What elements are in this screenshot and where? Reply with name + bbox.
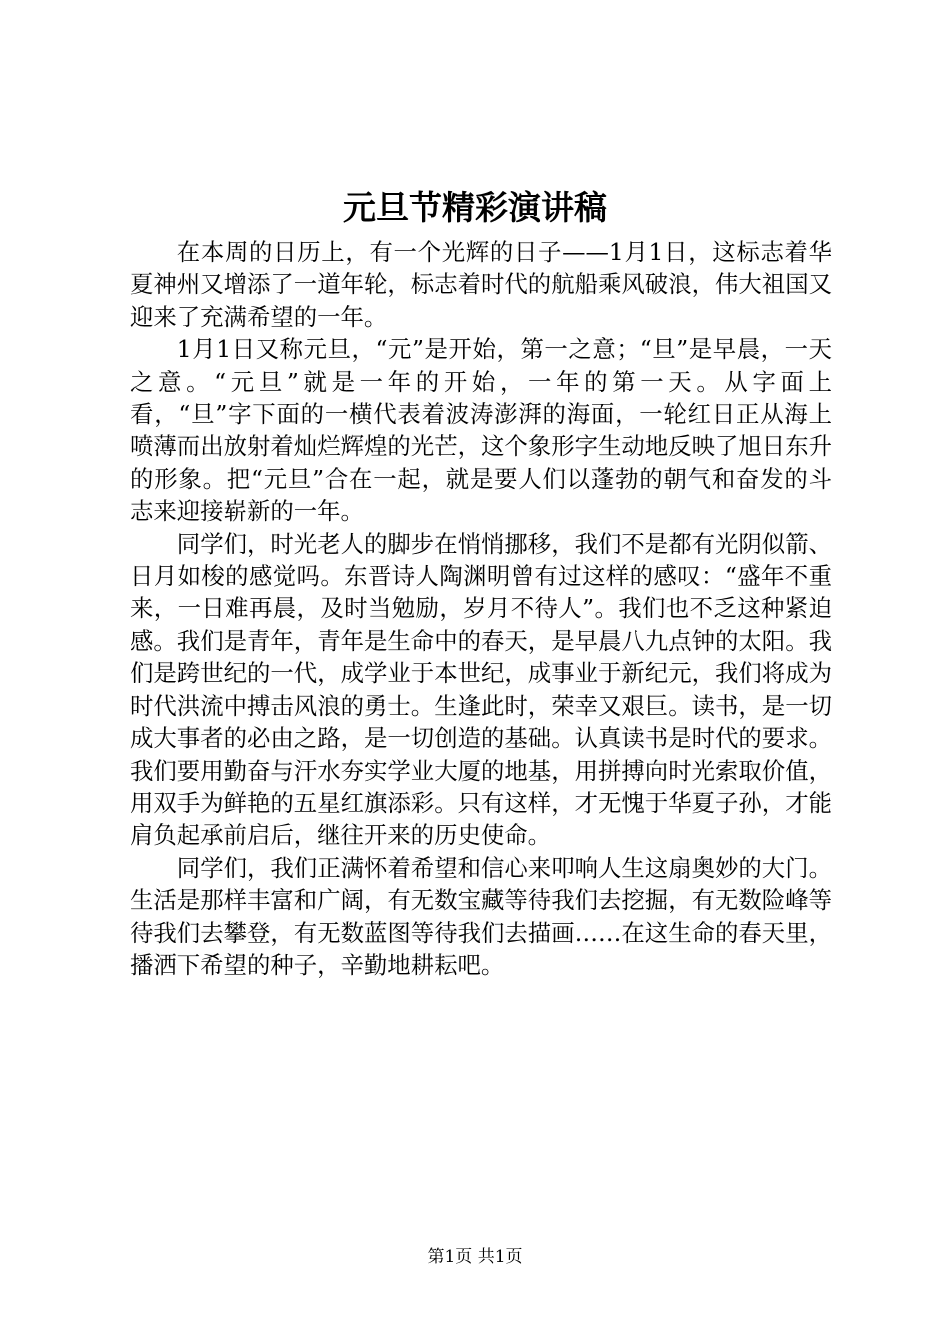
paragraph-4: 同学们，我们正满怀着希望和信心来叩响人生这扇奥妙的大门。生活是那样丰富和广阔，有无数宝藏等待我们去挖掘，有无数险峰等待我们去攀登，有无数蓝图等待我们去描画……在这生命的春天里，播洒下希望的种子，辛勤地耕耘吧。 — [130, 853, 832, 979]
paragraph-1: 在本周的日历上，有一个光辉的日子——1月1日，这标志着华夏神州又增添了一道年轮，标志着时代的航船乘风破浪，伟大祖国又迎来了充满希望的一年。 — [130, 238, 832, 331]
document-body — [130, 236, 832, 981]
document-title: 元旦节精彩演讲稿 — [343, 188, 607, 227]
paragraph-2: 1月1日又称元旦，“元”是开始，第一之意；“旦”是早晨，一天之意。“元旦”就是一年的开始，一年的第一天。从字面上看，“旦”字下面的一横代表着波涛澎湃的海面，一轮红日正从海上喷薄而出放射着灿烂辉煌的光芒，这个象形字生动地反映了旭日东升的形象。把“元旦”合在一起，就是要人们以蓬勃的朝气和奋发的斗志来迎接崭新的一年。 — [130, 335, 832, 526]
paragraph-3: 同学们，时光老人的脚步在悄悄挪移，我们不是都有光阴似箭、日月如梭的感觉吗。东晋诗人陶渊明曾有过这样的感叹：“盛年不重来，一日难再晨，及时当勉励，岁月不待人”。我们也不乏这种紧迫感。我们是青年，青年是生命中的春天，是早晨八九点钟的太阳。我们是跨世纪的一代，成学业于本世纪，成事业于新纪元，我们将成为时代洪流中搏击风浪的勇士。生逢此时，荣幸又艰巨。读书，是一切成大事者的必由之路，是一切创造的基础。认真读书是时代的要求。我们要用勤奋与汗水夯实学业大厦的地基，用拼搏向时光索取价值，用双手为鲜艳的五星红旗添彩。只有这样，才无愧于华夏子孙，才能肩负起承前启后，继往开来的历史使命。 — [130, 529, 832, 850]
page-footer: 第1页 共1页 — [427, 1247, 523, 1267]
